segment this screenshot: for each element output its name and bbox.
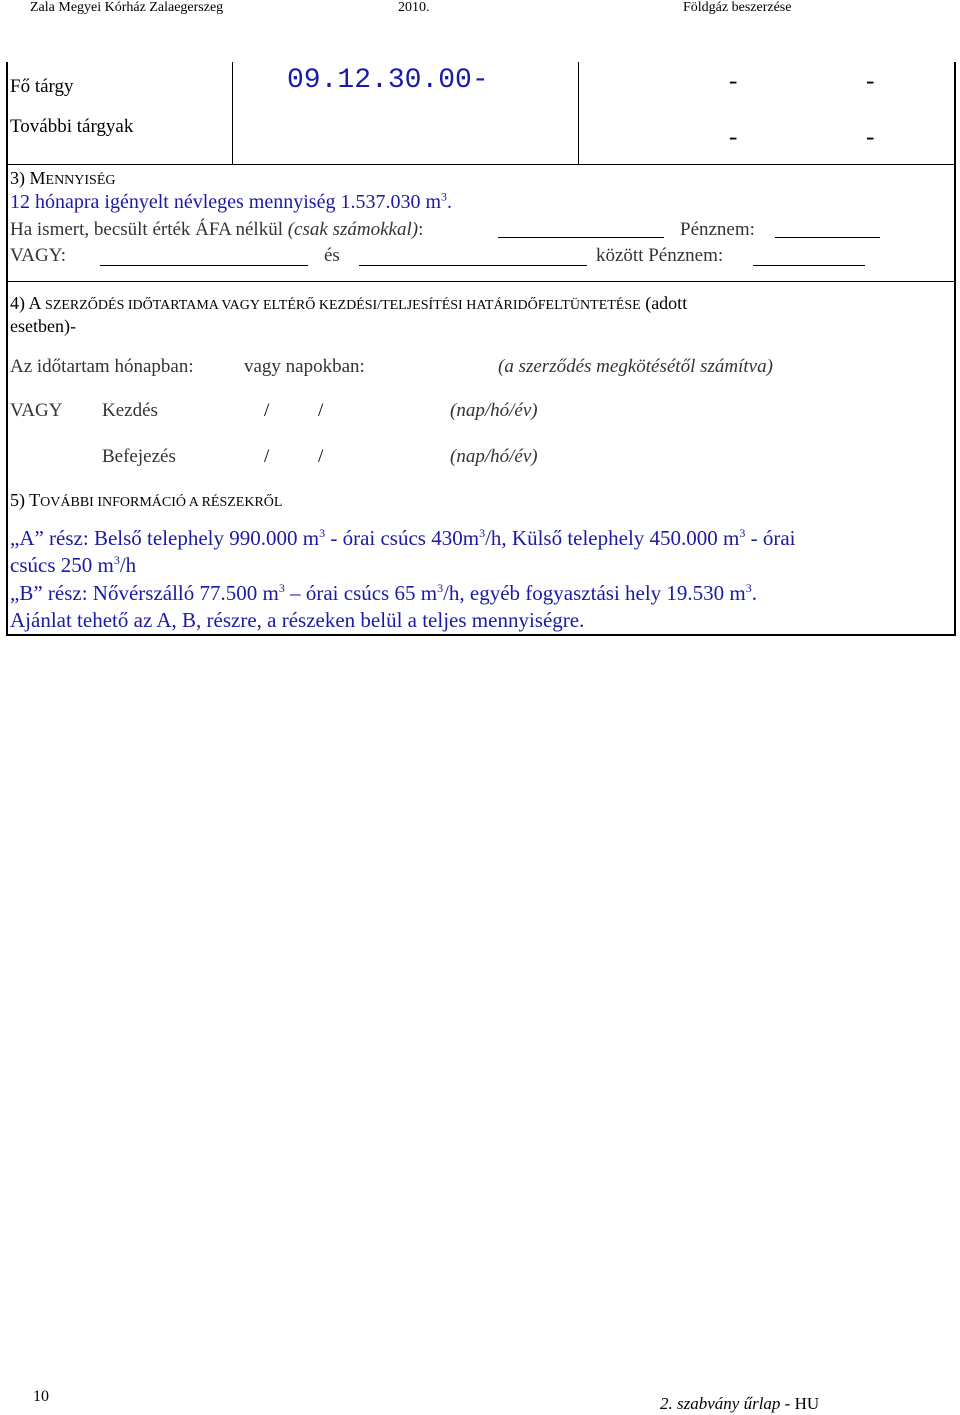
end-slash-2: / (318, 446, 324, 467)
end-label: Befejezés (102, 446, 176, 467)
start-slash-2: / (318, 400, 324, 421)
section4-heading-line2: esetben)- (10, 316, 76, 336)
start-label: Kezdés (102, 400, 158, 421)
quantity-text: 12 hónapra igényelt névleges mennyiség 1.537.030 $m^3$. (10, 189, 453, 213)
range-or-label: VAGY: (10, 245, 66, 266)
part-b-line: „B” rész: Nővérszálló 77.500 $m^3$ – órai csúcs 65 $m^3/h$, egyéb fogyasztási hely 19.530 $m^3$. (10, 581, 758, 605)
cpv-divider-2 (578, 62, 579, 164)
section3-heading: 3) MENNYISÉG (10, 168, 116, 188)
additional-dash-1: - (726, 126, 741, 153)
additional-dash-2: - (863, 126, 878, 153)
main-subject-label: Fő tárgy (10, 76, 74, 97)
part-a-line-2: csúcs 250 $m^3/h$ (10, 553, 137, 577)
range-from-field[interactable] (100, 265, 308, 266)
section5-heading: 5) TOVÁBBI INFORMÁCIÓ A RÉSZEKRŐL (10, 490, 283, 510)
section3-bottom-line (8, 281, 954, 282)
main-cpv-code: 09.12.30.00- (287, 65, 489, 96)
offer-line: Ajánlat tehető az A, B, részre, a részeken belül a teljes mennyiségre. (10, 608, 585, 632)
start-date-format: (nap/hó/év) (450, 400, 538, 421)
duration-days-label: vagy napokban: (244, 356, 365, 377)
section4-heading: 4) A SZERZŐDÉS IDŐTARTAMA VAGY ELTÉRŐ KEZDÉSI/TELJESÍTÉSI HATÁRIDŐFELTÜNTETÉSE (adott (10, 293, 688, 313)
estimate-currency-label: Pénznem: (680, 219, 755, 240)
main-dash-2: - (863, 70, 878, 97)
cpv-divider-1 (232, 62, 233, 164)
form-frame (6, 62, 956, 636)
duration-months-label: Az időtartam hónapban: (10, 356, 194, 377)
cpv-bottom-line (8, 164, 954, 165)
duration-from-contract: (a szerződés megkötésétől számítva) (498, 356, 773, 377)
estimate-value-field[interactable] (498, 237, 664, 238)
estimate-currency-field[interactable] (775, 237, 880, 238)
range-to-field[interactable] (359, 265, 587, 266)
end-date-format: (nap/hó/év) (450, 446, 538, 467)
header-left: Zala Megyei Kórház Zalaegerszeg (30, 0, 224, 15)
range-currency-field[interactable] (753, 265, 865, 266)
range-currency-label: között Pénznem: (596, 245, 724, 266)
header-year: 2010. (398, 0, 430, 15)
estimate-line: Ha ismert, becsült érték ÁFA nélkül (csak számokkal): (10, 219, 424, 240)
end-slash-1: / (264, 446, 270, 467)
start-slash-1: / (264, 400, 270, 421)
range-and-label: és (324, 245, 340, 266)
additional-subject-label: További tárgyak (10, 116, 134, 137)
dates-or-label: VAGY (10, 400, 63, 421)
part-a-line-1: „A” rész: Belső telephely 990.000 $m^3$ - órai csúcs $430m^3/h$, Külső telephely 450.000 $m^3$ - órai (10, 526, 796, 550)
header-right: Földgáz beszerzése (683, 0, 792, 15)
page-number: 10 (33, 1388, 49, 1405)
form-name: 2. szabvány űrlap - HU (660, 1394, 820, 1413)
main-dash-1: - (726, 70, 741, 97)
